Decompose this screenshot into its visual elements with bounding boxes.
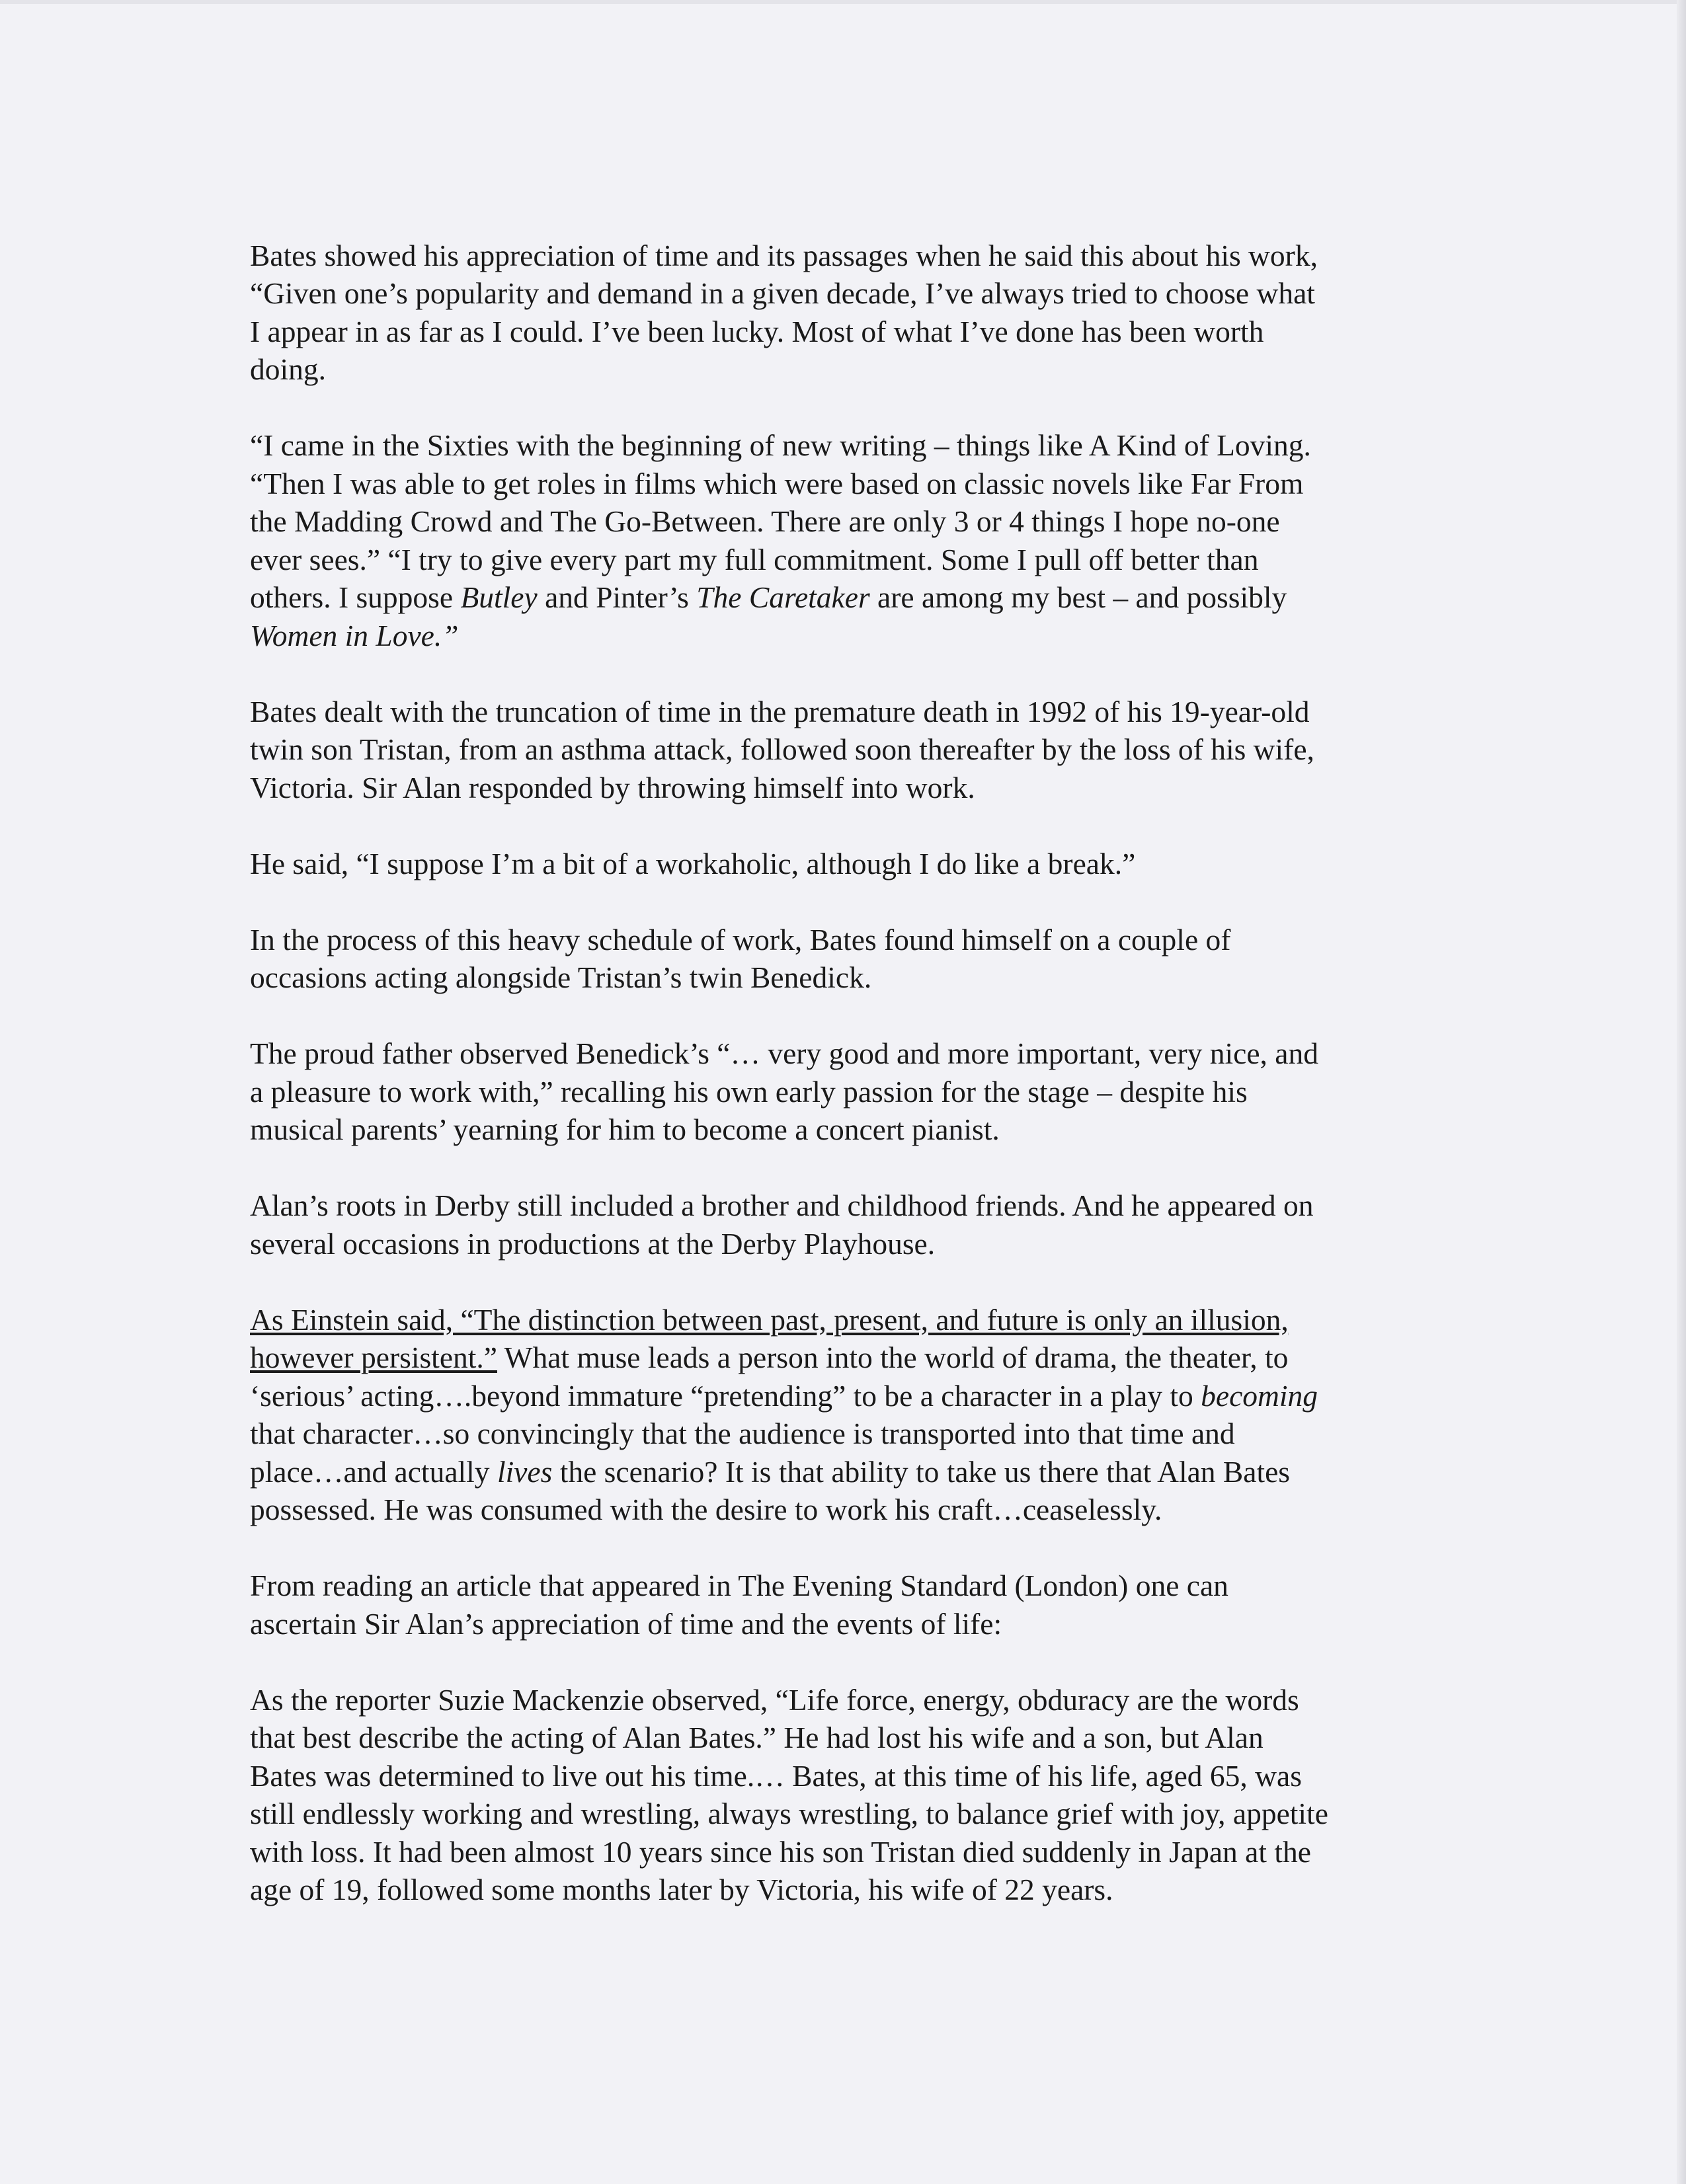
p8-text-b: that character…so convincingly that the audience is transported into that time and place…and actually xyxy=(250,1417,1235,1489)
paragraph-4 xyxy=(250,845,1440,883)
p8-einstein-quote: As Einstein said, “The distinction between past, present, and future is only an illusion, however persistent.” xyxy=(250,1302,1289,1374)
paragraph-9 xyxy=(250,1567,1440,1643)
p10-text: As the reporter Suzie Mackenzie observed, “Life force, energy, obduracy are the words that best describe the acting of Alan Bates.” He had lost his wife and a son, but Alan Bates was determined to live out his time.… Bates, at this time of his life, aged 65, was still endlessly working and wrestling, always wrestling, to balance grief with joy, appetite with loss. It had been almost 10 years since his son Tristan died suddenly in Japan at the age of 19, followed some months later by Victoria, his wife of 22 years. xyxy=(250,1682,1328,1906)
p8-text-c: the scenario? It is that ability to take us there that Alan Bates possessed. He was consumed with the desire to work his craft…ceaselessly. xyxy=(250,1454,1291,1526)
p9-text: From reading an article that appeared in The Evening Standard (London) one can ascertain Sir Alan’s appreciation of time and the events of life: xyxy=(250,1569,1228,1641)
p2-title-caretaker: The Caretaker xyxy=(696,580,870,614)
paragraph-10 xyxy=(250,1681,1440,1909)
paragraph-6 xyxy=(250,1034,1440,1149)
p2-text-a: “I came in the Sixties with the beginning of new writing – things like A Kind of Loving. “Then I was able to get roles in films which were based on classic novels like Far From the Madding Crowd and The Go-Between. There are only 3 or 4 things I hope no-one ever sees.” “I try to give every part my full commitment. Some I pull off better than others. I suppose xyxy=(250,428,1311,614)
paragraph-2 xyxy=(250,426,1440,654)
p2-title-women-in-love: Women in Love.” xyxy=(250,618,459,652)
paragraph-8 xyxy=(250,1301,1440,1529)
document-body xyxy=(250,198,1440,1947)
p6-text: The proud father observed Benedick’s “… very good and more important, very nice, and a pleasure to work with,” recalling his own early passion for the stage – despite his musical parents’ yearning for him to become a concert pianist. xyxy=(250,1036,1318,1146)
p5-text: In the process of this heavy schedule of work, Bates found himself on a couple of occasions acting alongside Tristan’s twin Benedick. xyxy=(250,922,1231,994)
p4-text: He said, “I suppose I’m a bit of a workaholic, although I do like a break.” xyxy=(250,846,1136,880)
p3-text: Bates dealt with the truncation of time in the premature death in 1992 of his 19-year-old twin son Tristan, from an asthma attack, followed soon thereafter by the loss of his wife, Victoria. Sir Alan responded by throwing himself into work. xyxy=(250,694,1314,804)
p2-text-b: and Pinter’s xyxy=(537,580,697,614)
paragraph-7 xyxy=(250,1187,1440,1263)
scan-edge-top xyxy=(0,0,1686,4)
scan-edge-right xyxy=(1677,0,1686,2184)
p8-text-a: What muse leads a person into the world of drama, the theater, to ‘serious’ acting….beyond immature “pretending” to be a character in a play to xyxy=(250,1341,1289,1413)
p1-text: Bates showed his appreciation of time and its passages when he said this about his work, “Given one’s popularity and demand in a given decade, I’ve always tried to choose what I appear in as far as I could. I’ve been lucky. Most of what I’ve done has been worth doing. xyxy=(250,238,1318,386)
p8-becoming: becoming xyxy=(1201,1378,1318,1413)
paragraph-1 xyxy=(250,198,1440,389)
p7-text: Alan’s roots in Derby still included a brother and childhood friends. And he appeared on several occasions in productions at the Derby Playhouse. xyxy=(250,1189,1314,1261)
paragraph-5 xyxy=(250,921,1440,997)
p8-lives: lives xyxy=(497,1454,553,1489)
p2-text-c: are among my best – and possibly xyxy=(877,580,1287,614)
paragraph-3 xyxy=(250,693,1440,807)
p2-title-butley: Butley xyxy=(460,580,538,614)
